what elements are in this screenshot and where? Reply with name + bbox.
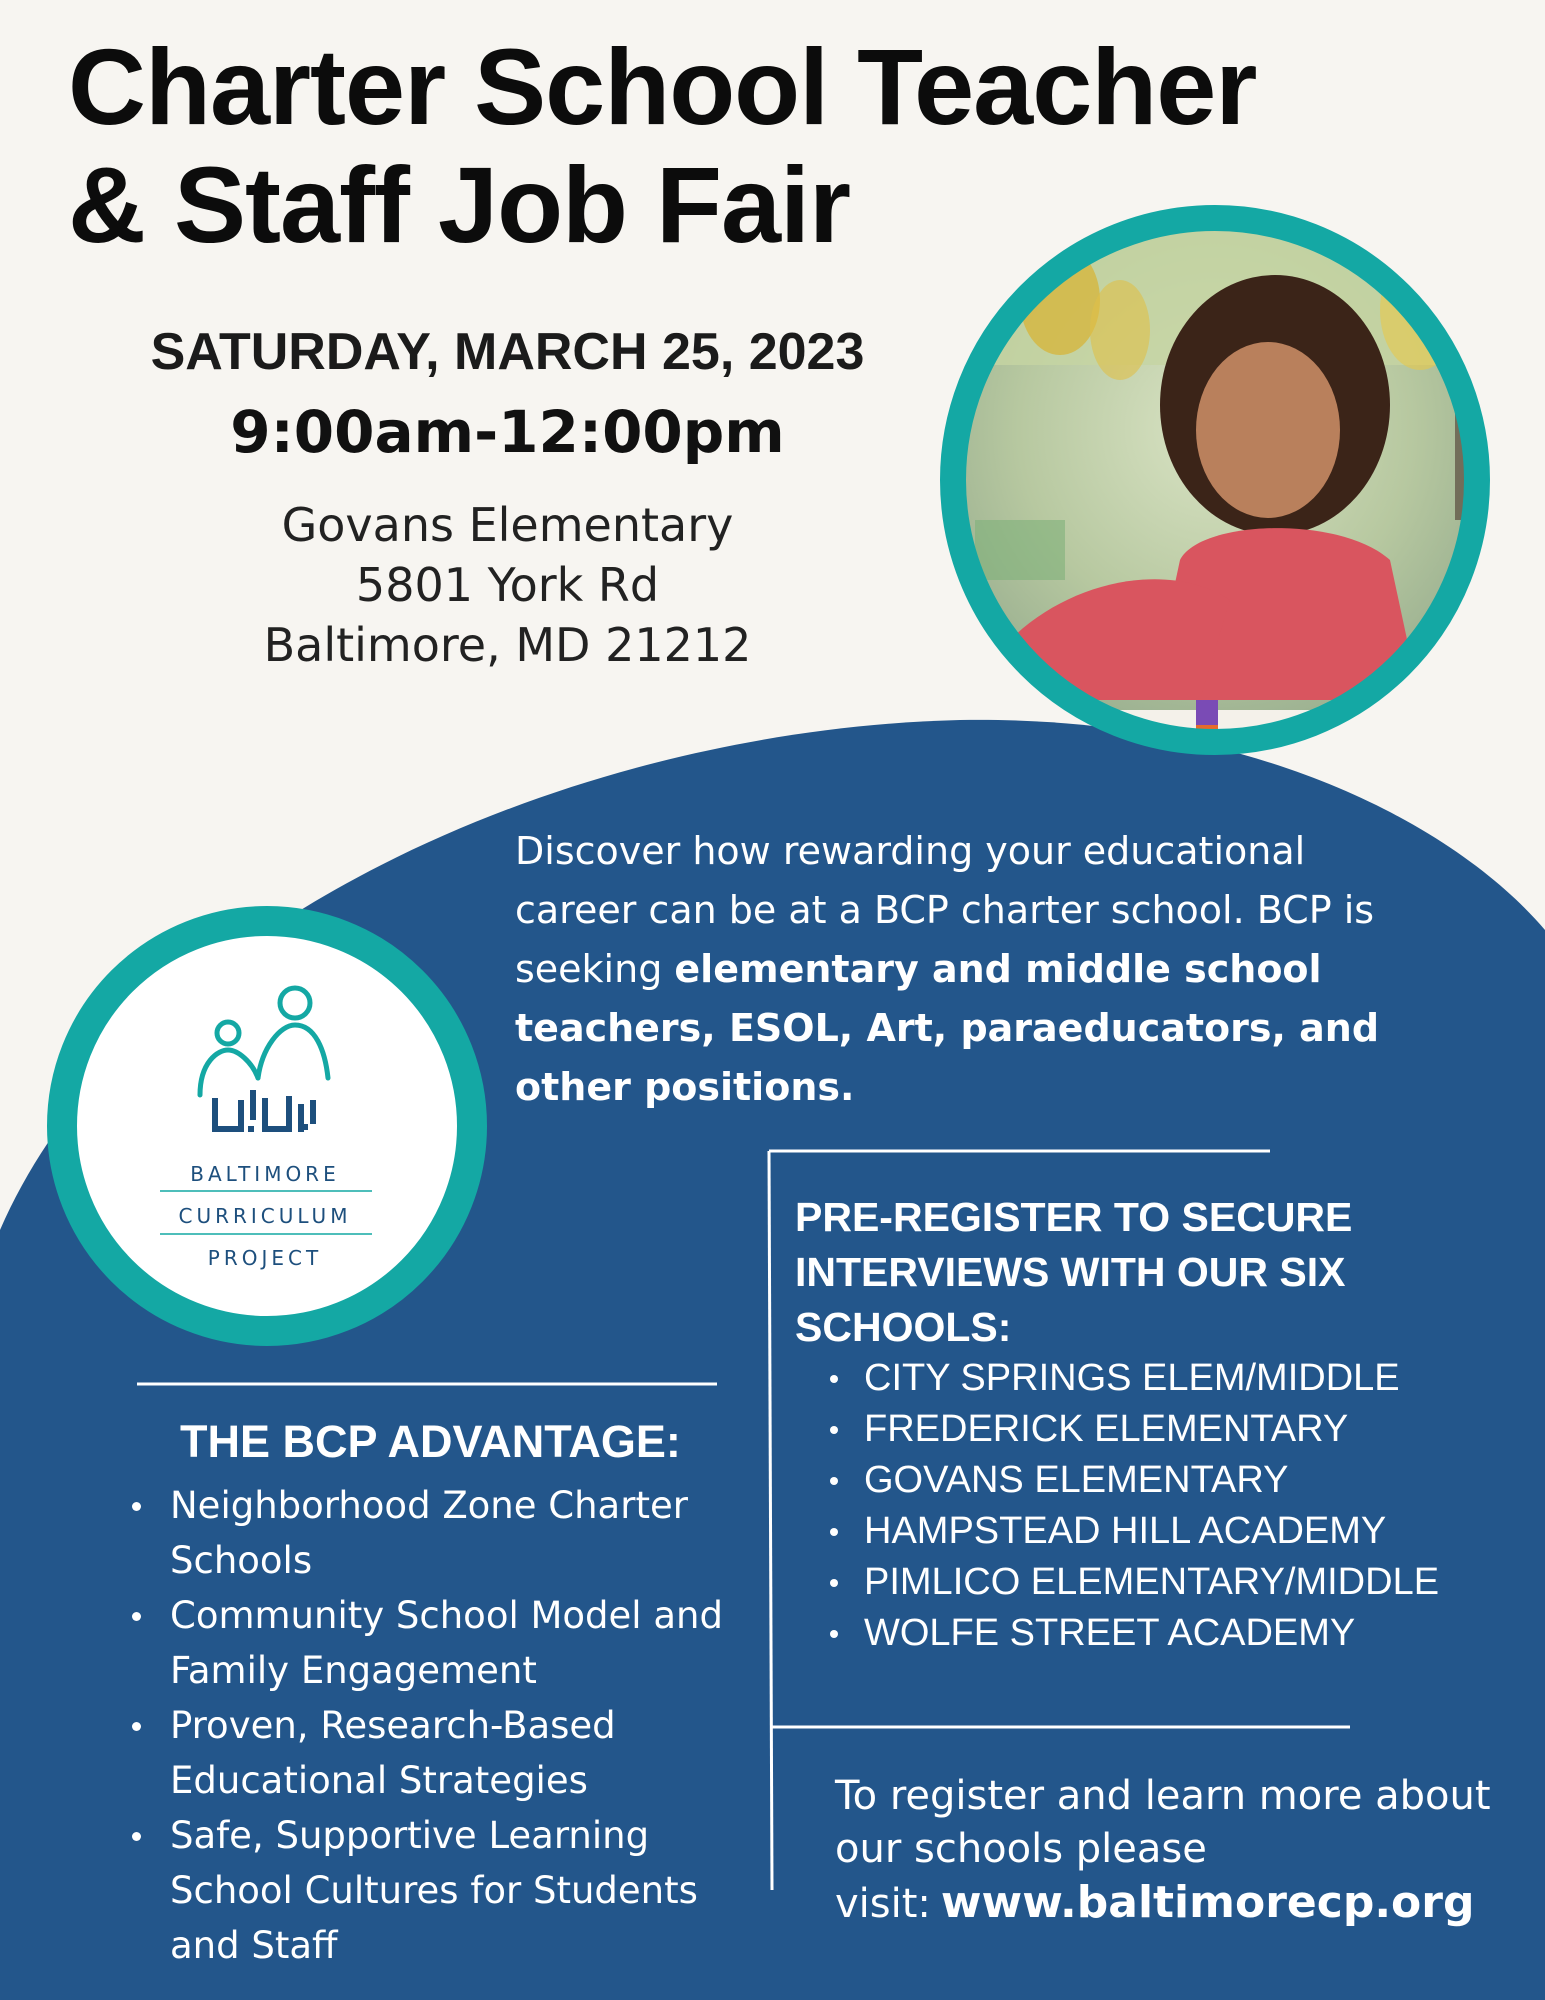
school-item: GOVANS ELEMENTARY — [826, 1455, 1506, 1506]
logo-text-baltimore: BALTIMORE — [190, 1162, 340, 1186]
advantage-item: Proven, Research-Based Educational Strategies — [128, 1698, 768, 1808]
page-title — [68, 28, 1488, 264]
register-info — [835, 1770, 1535, 1931]
venue-city: Baltimore, MD 21212 — [263, 618, 752, 672]
intro-paragraph — [515, 822, 1415, 1117]
school-item: WOLFE STREET ACADEMY — [826, 1608, 1506, 1659]
register-text: To register and learn more about our schools please visit: — [835, 1773, 1491, 1927]
advantage-list — [128, 1478, 768, 1973]
event-time: 9:00am-12:00pm — [230, 398, 785, 466]
title-line-2: & Staff Job Fair — [68, 144, 851, 265]
school-item: FREDERICK ELEMENTARY — [826, 1404, 1506, 1455]
event-date: SATURDAY, MARCH 25, 2023 — [150, 323, 865, 381]
venue-address — [0, 495, 1015, 675]
school-item: CITY SPRINGS ELEM/MIDDLE — [826, 1353, 1506, 1404]
venue-name: Govans Elementary — [281, 498, 734, 552]
website-link[interactable]: www.baltimorecp.org — [940, 1877, 1475, 1928]
venue-street: 5801 York Rd — [355, 558, 660, 612]
advantage-item: Neighborhood Zone Charter Schools — [128, 1478, 768, 1588]
logo-text-curriculum: CURRICULUM — [178, 1204, 352, 1228]
school-list — [826, 1353, 1506, 1659]
advantage-item: Safe, Supportive Learning School Cultures for Students and Staff — [128, 1808, 768, 1973]
school-item: HAMPSTEAD HILL ACADEMY — [826, 1506, 1506, 1557]
intro-text: Discover how rewarding your educational career can be at a BCP charter school. BCP is seeking — [515, 829, 1375, 991]
advantage-item: Community School Model and Family Engagement — [128, 1588, 768, 1698]
advantage-heading: THE BCP ADVANTAGE: — [180, 1416, 681, 1467]
title-line-1: Charter School Teacher — [68, 26, 1257, 147]
preregister-heading: PRE-REGISTER TO SECURE INTERVIEWS WITH OUR SIX SCHOOLS: — [795, 1194, 1353, 1350]
school-item: PIMLICO ELEMENTARY/MIDDLE — [826, 1557, 1506, 1608]
logo-text-project: PROJECT — [207, 1246, 323, 1270]
intro-highlight: elementary and middle school teachers, ESOL, Art, paraeducators, and other positions. — [515, 947, 1380, 1109]
